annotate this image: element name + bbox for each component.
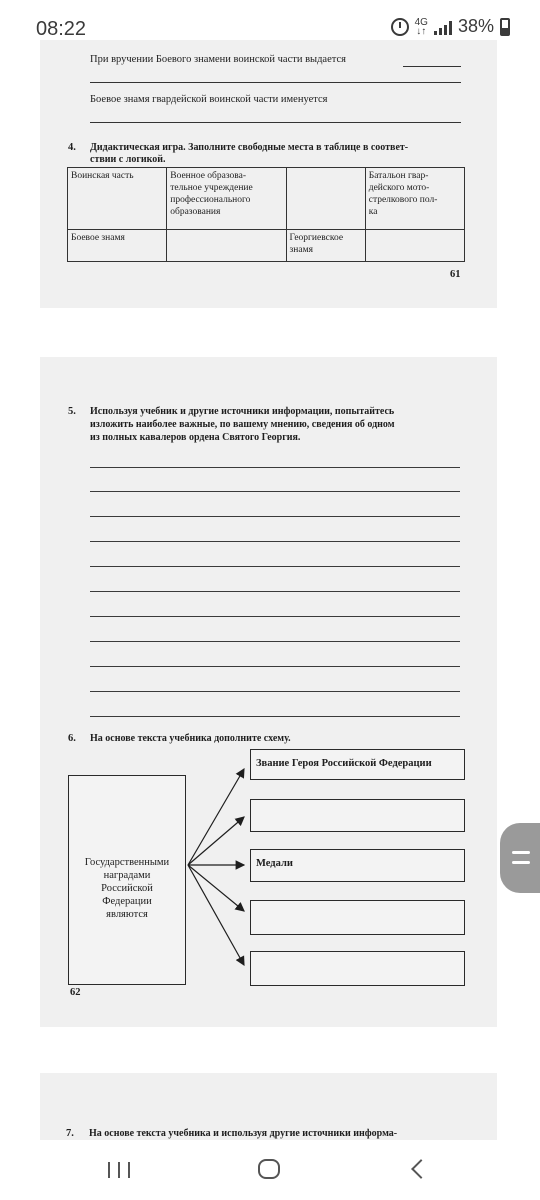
page61-line1: При вручении Боевого знамени воинской части выдается	[90, 54, 346, 65]
page-number: 62	[70, 987, 81, 998]
navigation-bar	[0, 1140, 540, 1200]
didactic-table	[67, 167, 465, 262]
table-cell[interactable]	[286, 168, 365, 230]
scheme-box-4[interactable]	[250, 900, 465, 935]
page-number: 61	[450, 269, 461, 280]
back-icon	[411, 1159, 431, 1179]
workbook-page-61	[40, 40, 497, 308]
task6-text: На основе текста учебника дополните схему.	[90, 733, 291, 744]
signal-icon	[434, 19, 452, 35]
back-button[interactable]	[392, 1148, 452, 1192]
scheme-box-text: Медали	[256, 858, 293, 869]
workbook-page-63	[40, 1073, 497, 1141]
recent-apps-icon	[108, 1162, 130, 1178]
workbook-page-62	[40, 357, 497, 1027]
home-button[interactable]	[240, 1148, 300, 1192]
task4-number: 4.	[68, 142, 76, 153]
table-cell: Боевое знамя	[68, 230, 167, 262]
task5-text-1: Используя учебник и другие источники информации, попытайтесь	[90, 406, 395, 417]
fill-line	[90, 122, 461, 123]
table-cell[interactable]	[167, 230, 286, 262]
status-time: 08:22	[36, 18, 87, 40]
status-icons	[391, 16, 510, 37]
task6-number: 6.	[68, 733, 76, 744]
table-cell: Георгиевское знамя	[286, 230, 365, 262]
home-icon	[258, 1159, 280, 1179]
scheme-box-text: Звание Героя Российской Федерации	[256, 758, 432, 769]
task5-text-3: из полных кавалеров ордена Святого Георгия.	[90, 432, 301, 443]
network-type: 4G ↓↑	[414, 16, 428, 37]
fill-line	[403, 66, 461, 67]
task4-text-2: ствии с логикой.	[90, 154, 166, 165]
scheme-box-1	[250, 749, 465, 780]
scheme-source-text: Государственными наградами Российской Федерации являются	[84, 857, 170, 920]
scheme-box-2[interactable]	[250, 799, 465, 832]
task7-number: 7.	[66, 1128, 74, 1139]
alarm-icon	[391, 18, 409, 36]
recent-apps-button[interactable]	[88, 1148, 148, 1192]
task4-text-1: Дидактическая игра. Заполните свободные места в таблице в соответ-	[90, 142, 409, 153]
page61-line2: Боевое знамя гвардейской воинской части именуется	[90, 94, 328, 105]
table-cell[interactable]	[365, 230, 464, 262]
scheme-box-5[interactable]	[250, 951, 465, 986]
table-cell: Батальон гвар- дейского мото- стрелкового пол- ка	[365, 168, 464, 230]
battery-percent: 38%	[457, 16, 494, 36]
table-cell: Военное образова- тельное учреждение профессионального образования	[167, 168, 286, 230]
task5-text-2: изложить наиболее важные, по вашему мнению, сведения об одном	[90, 419, 395, 430]
scheme-box-3	[250, 849, 465, 882]
task5-number: 5.	[68, 406, 76, 417]
fill-line	[90, 82, 461, 83]
fast-scroll-handle[interactable]	[500, 823, 540, 893]
table-cell: Воинская часть	[68, 168, 167, 230]
task7-text: На основе текста учебника и используя другие источники информа-	[89, 1128, 398, 1139]
battery-icon	[500, 18, 510, 36]
